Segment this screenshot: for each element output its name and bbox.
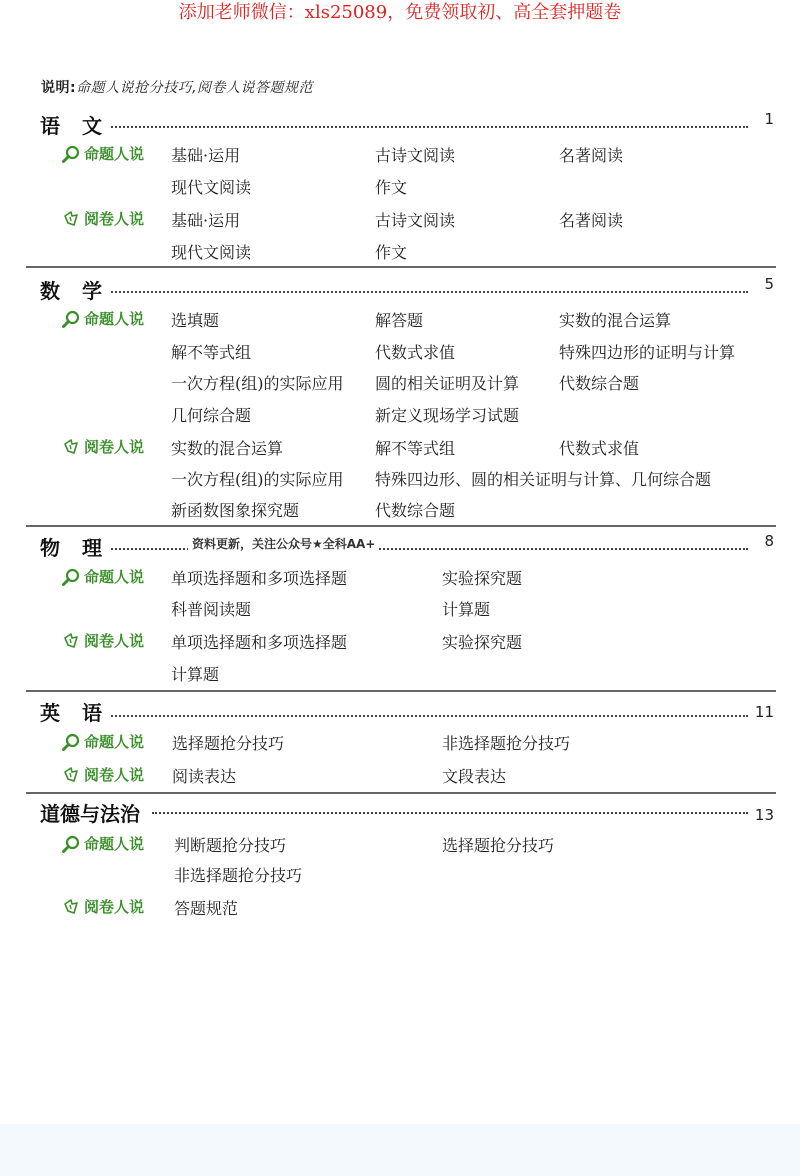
toc-item[interactable]: 实数的混合运算 — [559, 311, 672, 330]
leader-dots — [100, 126, 748, 128]
toc-item[interactable]: 单项选择题和多项选择题 — [171, 633, 348, 652]
subject-name: 道德与法治 — [40, 798, 146, 827]
toc-row — [62, 208, 774, 236]
page-footer-band — [0, 1124, 800, 1176]
toc-item[interactable]: 文段表达 — [442, 767, 507, 786]
toc-item[interactable]: 代数式求值 — [559, 439, 640, 458]
toc-item[interactable]: 非选择题抢分技巧 — [442, 734, 571, 753]
toc-item[interactable]: 非选择题抢分技巧 — [174, 866, 303, 885]
toc-item[interactable]: 选填题 — [171, 311, 220, 330]
section-divider — [26, 690, 776, 692]
grader-tag — [62, 208, 144, 229]
subject-name: 数 学 — [40, 275, 109, 304]
toc-row — [62, 764, 774, 792]
tag-label: 命题人说 — [84, 568, 145, 586]
description-note — [41, 77, 313, 97]
note-lead: 说明: — [41, 80, 77, 96]
magnifier-icon — [62, 145, 80, 163]
subject-name: 物 理 — [40, 532, 109, 561]
toc-item[interactable]: 名著阅读 — [559, 211, 624, 230]
toc-item[interactable]: 解不等式组 — [171, 343, 252, 362]
toc-item[interactable]: 名著阅读 — [559, 146, 624, 165]
toc-row — [62, 566, 774, 594]
toc-item[interactable]: 基础·运用 — [171, 211, 241, 230]
proposer-tag — [62, 143, 144, 164]
toc-item[interactable]: 实验探究题 — [442, 633, 523, 652]
toc-item[interactable]: 新函数图象探究题 — [171, 501, 300, 520]
pen-hand-icon — [62, 210, 80, 228]
toc-item[interactable]: 计算题 — [442, 600, 491, 619]
toc-item[interactable]: 代数综合题 — [375, 501, 456, 520]
magnifier-icon — [62, 733, 80, 751]
toc-row — [62, 498, 774, 526]
grader-tag — [62, 896, 144, 917]
promo-banner: 添加老师微信：xls25089，免费领取初、高全套押题卷 — [178, 2, 622, 23]
toc-item[interactable]: 选择题抢分技巧 — [172, 734, 285, 753]
toc-item[interactable]: 作文 — [375, 178, 408, 197]
toc-item[interactable]: 现代文阅读 — [171, 178, 252, 197]
tag-label: 阅卷人说 — [84, 898, 145, 916]
toc-item[interactable]: 代数式求值 — [375, 343, 456, 362]
toc-item[interactable]: 作文 — [375, 243, 408, 262]
subject-name: 英 语 — [40, 697, 109, 726]
grader-tag — [62, 436, 144, 457]
section-divider — [26, 266, 776, 268]
leader-dots — [100, 291, 748, 293]
pen-hand-icon — [62, 632, 80, 650]
toc-item[interactable]: 特殊四边形、圆的相关证明与计算、几何综合题 — [375, 470, 712, 489]
proposer-tag — [62, 731, 144, 752]
magnifier-icon — [62, 310, 80, 328]
toc-item[interactable]: 古诗文阅读 — [375, 211, 456, 230]
toc-item[interactable]: 实验探究题 — [442, 569, 523, 588]
toc-row — [62, 308, 774, 336]
leader-dots — [100, 715, 748, 717]
grader-tag — [62, 630, 144, 651]
toc-item[interactable]: 古诗文阅读 — [375, 146, 456, 165]
tag-label: 阅卷人说 — [84, 438, 145, 456]
tag-label: 命题人说 — [84, 145, 145, 163]
subject-name: 语 文 — [40, 110, 109, 139]
toc-row — [62, 240, 774, 268]
proposer-tag — [62, 566, 144, 587]
toc-row — [62, 340, 774, 368]
section-divider — [26, 792, 776, 794]
toc-item[interactable]: 现代文阅读 — [171, 243, 252, 262]
pen-hand-icon — [62, 438, 80, 456]
toc-item[interactable]: 单项选择题和多项选择题 — [171, 569, 348, 588]
tag-label: 命题人说 — [84, 310, 145, 328]
toc-item[interactable]: 圆的相关证明及计算 — [375, 374, 520, 393]
toc-row — [62, 467, 774, 495]
pen-hand-icon — [62, 898, 80, 916]
tag-label: 阅卷人说 — [84, 766, 145, 784]
toc-item[interactable]: 答题规范 — [174, 899, 239, 918]
pen-hand-icon — [62, 766, 80, 784]
toc-item[interactable]: 一次方程(组)的实际应用 — [171, 470, 344, 489]
page-number: 11 — [749, 703, 774, 721]
note-text: 命题人说抢分技巧,阅卷人说答题规范 — [76, 80, 314, 96]
subject-heading-physics[interactable] — [40, 532, 774, 560]
toc-item[interactable]: 解答题 — [375, 311, 424, 330]
leader-dots — [152, 812, 748, 814]
toc-row — [62, 662, 774, 690]
toc-row — [62, 175, 774, 203]
tag-label: 命题人说 — [84, 733, 145, 751]
toc-item[interactable]: 解不等式组 — [375, 439, 456, 458]
proposer-tag — [62, 308, 144, 329]
toc-item[interactable]: 选择题抢分技巧 — [442, 836, 555, 855]
toc-item[interactable]: 几何综合题 — [171, 406, 252, 425]
toc-row — [62, 436, 774, 464]
toc-item[interactable]: 代数综合题 — [559, 374, 640, 393]
toc-item[interactable]: 特殊四边形的证明与计算 — [559, 343, 736, 362]
subject-heading-ethics-law[interactable] — [40, 798, 774, 826]
toc-row — [62, 863, 774, 891]
toc-item[interactable]: 基础·运用 — [171, 146, 241, 165]
page-number: 8 — [758, 532, 774, 550]
magnifier-icon — [62, 568, 80, 586]
tag-label: 阅卷人说 — [84, 632, 145, 650]
subject-heading-math[interactable] — [40, 275, 774, 303]
toc-row — [62, 833, 774, 861]
toc-item[interactable]: 计算题 — [171, 665, 220, 684]
toc-item[interactable]: 阅读表达 — [172, 767, 237, 786]
tag-label: 阅卷人说 — [84, 210, 145, 228]
watermark-text: 资料更新，关注公众号★全科AA+ — [188, 535, 379, 552]
page-number: 1 — [758, 110, 774, 128]
toc-item[interactable]: 科普阅读题 — [171, 600, 252, 619]
toc-row — [62, 630, 774, 658]
page-number: 13 — [749, 806, 774, 824]
toc-row — [62, 403, 774, 431]
toc-item[interactable]: 一次方程(组)的实际应用 — [171, 374, 344, 393]
toc-row — [62, 371, 774, 399]
toc-row — [62, 731, 774, 759]
subject-heading-chinese[interactable] — [40, 110, 774, 138]
toc-item[interactable]: 新定义现场学习试题 — [375, 406, 520, 425]
magnifier-icon — [62, 835, 80, 853]
page-number: 5 — [758, 275, 774, 293]
proposer-tag — [62, 833, 144, 854]
section-divider — [26, 525, 776, 527]
tag-label: 命题人说 — [84, 835, 145, 853]
subject-heading-english[interactable] — [40, 697, 774, 725]
toc-item[interactable]: 判断题抢分技巧 — [174, 836, 287, 855]
toc-row — [62, 597, 774, 625]
toc-item[interactable]: 实数的混合运算 — [171, 439, 284, 458]
grader-tag — [62, 764, 144, 785]
toc-row — [62, 143, 774, 171]
toc-row — [62, 896, 774, 924]
